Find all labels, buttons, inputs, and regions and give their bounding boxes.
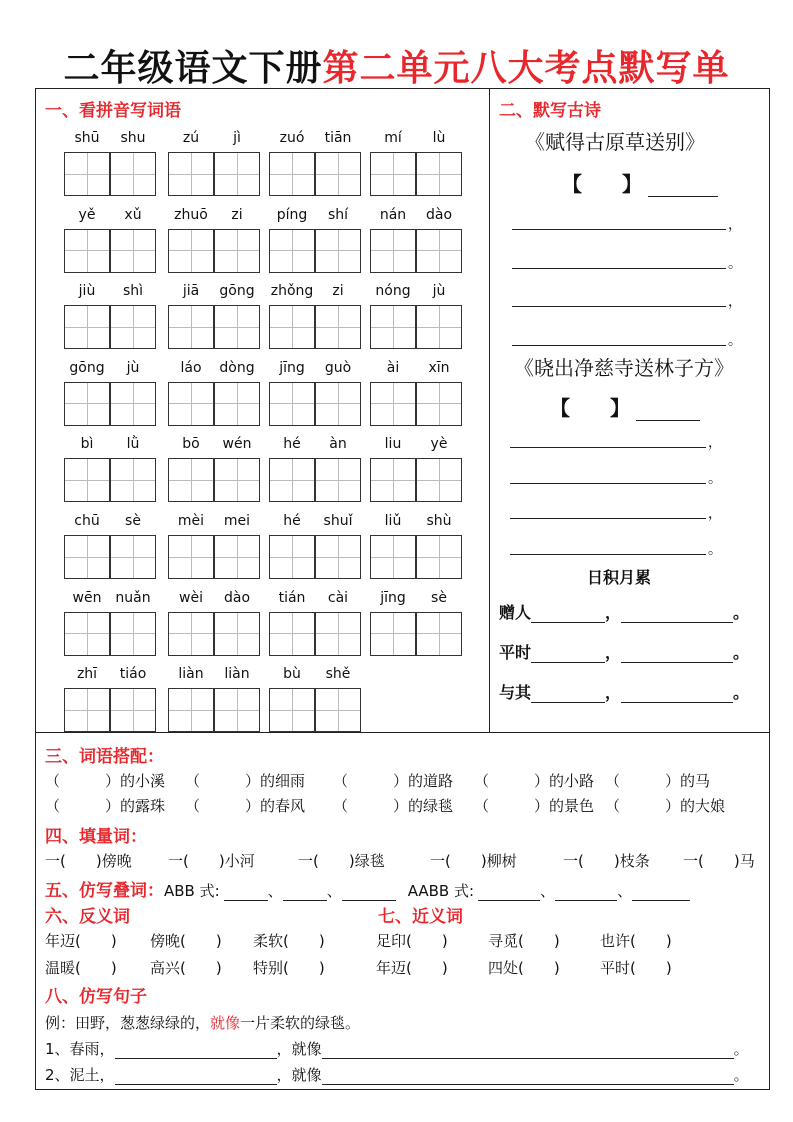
aabb-blank-3[interactable]	[632, 887, 690, 901]
character-box[interactable]	[214, 458, 260, 502]
word-group	[269, 513, 361, 585]
line-end: 。	[733, 1040, 749, 1058]
rj-line	[499, 600, 749, 623]
pinyin-label: zuó	[279, 130, 305, 146]
character-box[interactable]	[110, 688, 156, 732]
collocation-item[interactable]: （ ）的露珠	[45, 797, 166, 815]
pinyin-label: guò	[324, 359, 352, 376]
word-group	[64, 666, 156, 738]
character-box[interactable]	[315, 229, 361, 273]
sec8-heading: 八、仿写句子	[45, 987, 147, 1007]
word-group	[370, 590, 462, 662]
pinyin-label: xīn	[428, 359, 450, 376]
pinyin-label: píng	[276, 206, 308, 223]
poem1-line	[512, 326, 742, 349]
character-box[interactable]	[370, 612, 416, 656]
pinyin-label: jì	[233, 130, 241, 146]
word-group	[168, 513, 260, 585]
character-box[interactable]	[64, 229, 110, 273]
punctuation: 。	[728, 332, 742, 349]
character-box[interactable]	[315, 688, 361, 732]
word-group	[269, 207, 361, 279]
rj-start: 赠人	[499, 603, 532, 622]
line-mid: ，就像	[276, 1040, 322, 1058]
pinyin-label: mí	[384, 130, 402, 146]
sec5-heading: 五、仿写叠词：	[45, 881, 164, 901]
character-box[interactable]	[168, 535, 214, 579]
line-mid: ，就像	[276, 1066, 322, 1084]
sec4-heading: 四、填量词：	[45, 827, 147, 847]
character-box[interactable]	[214, 688, 260, 732]
poem1-line	[512, 249, 742, 272]
word-group	[370, 283, 462, 355]
sep: 、	[267, 882, 283, 900]
pinyin-label: jīng	[380, 589, 406, 606]
character-box[interactable]	[64, 305, 110, 349]
measure-word-item[interactable]: 一( )小河	[168, 852, 255, 870]
pinyin-label: láo	[180, 359, 202, 376]
punctuation: 。	[728, 255, 742, 272]
character-box[interactable]	[64, 152, 110, 196]
poem1-author: 【 】	[562, 168, 718, 197]
word-group	[64, 590, 156, 662]
character-box[interactable]	[214, 152, 260, 196]
abb-label: ABB 式:	[164, 882, 220, 900]
rj-blank-2[interactable]	[621, 647, 733, 663]
pinyin-label: yè	[430, 436, 448, 453]
character-box[interactable]	[315, 382, 361, 426]
pinyin-label: mei	[223, 513, 251, 529]
measure-word-item[interactable]: 一( )柳树	[430, 852, 517, 870]
poem1-author-line[interactable]	[648, 179, 718, 197]
collocation-item[interactable]: （ ）的大娘	[605, 797, 726, 815]
pinyin-label: jīng	[279, 359, 305, 376]
pinyin-label: liàn	[224, 666, 250, 683]
sec5-row	[45, 876, 690, 901]
aabb-blank-1[interactable]	[478, 887, 540, 901]
pinyin-label: gōng	[69, 359, 105, 376]
pinyin-label: zhuō	[174, 206, 208, 223]
character-box[interactable]	[315, 152, 361, 196]
synonym-item[interactable]: 年迈( )	[376, 959, 448, 977]
character-box[interactable]	[64, 458, 110, 502]
pinyin-label: shì	[122, 283, 144, 300]
pinyin-label: sè	[431, 589, 447, 606]
word-group	[168, 283, 260, 355]
synonym-item[interactable]: 也许( )	[600, 932, 672, 950]
poem2-line	[510, 535, 722, 558]
word-group	[370, 513, 462, 585]
character-box[interactable]	[416, 152, 462, 196]
sep: 、	[617, 882, 633, 900]
pinyin-label: shě	[325, 666, 351, 683]
sentence-blank-2[interactable]	[322, 1071, 734, 1085]
character-box[interactable]	[370, 305, 416, 349]
poem1-title: 《赋得古原草送别》	[525, 130, 705, 154]
word-group	[269, 590, 361, 662]
word-group	[168, 590, 260, 662]
imitation-line	[45, 1064, 749, 1085]
pinyin-label: àn	[329, 436, 347, 453]
pinyin-label: tiān	[324, 130, 352, 146]
character-box[interactable]	[64, 382, 110, 426]
character-box[interactable]	[416, 229, 462, 273]
rj-start: 平时	[499, 643, 532, 662]
write-line[interactable]	[512, 268, 726, 269]
word-group	[64, 130, 156, 202]
rj-blank-2[interactable]	[621, 607, 733, 623]
character-box[interactable]	[168, 688, 214, 732]
pinyin-label: mèi	[177, 513, 205, 529]
character-box[interactable]	[110, 382, 156, 426]
pinyin-label: dào	[425, 206, 453, 223]
pinyin-label: wēn	[72, 589, 102, 606]
character-box[interactable]	[110, 458, 156, 502]
character-box[interactable]	[110, 305, 156, 349]
word-group	[370, 360, 462, 432]
pinyin-label: jù	[432, 283, 446, 300]
pinyin-label: wèi	[179, 589, 203, 606]
character-box[interactable]	[269, 612, 315, 656]
aabb-blank-2[interactable]	[555, 887, 617, 901]
character-box[interactable]	[64, 688, 110, 732]
character-box[interactable]	[214, 229, 260, 273]
pinyin-label: shū	[74, 130, 100, 146]
punctuation: ，	[708, 506, 722, 522]
column-divider	[489, 88, 490, 733]
pinyin-label: wén	[222, 436, 252, 453]
character-box[interactable]	[168, 458, 214, 502]
sec2-heading: 二、默写古诗	[499, 101, 601, 121]
poem2-line	[510, 499, 722, 522]
rj-mid: ，	[605, 683, 622, 702]
aabb-label: AABB 式:	[407, 882, 475, 900]
word-group	[168, 130, 260, 202]
character-box[interactable]	[315, 305, 361, 349]
word-group	[168, 207, 260, 279]
pinyin-label: bù	[283, 666, 301, 683]
word-group	[64, 360, 156, 432]
measure-word-item[interactable]: 一( )绿毯	[298, 852, 385, 870]
pinyin-label: jiù	[78, 283, 96, 300]
pinyin-label: lù	[432, 130, 446, 146]
poem1-line	[512, 287, 742, 310]
rj-line	[499, 640, 749, 663]
measure-word-item[interactable]: 一( )傍晚	[45, 852, 132, 870]
character-box[interactable]	[416, 458, 462, 502]
rj-blank-1[interactable]	[531, 607, 605, 623]
rj-end: 。	[733, 643, 750, 662]
pinyin-label: chū	[74, 513, 100, 529]
antonym-item[interactable]: 温暖( )	[45, 959, 117, 977]
pinyin-label: hé	[283, 513, 301, 529]
character-box[interactable]	[370, 229, 416, 273]
character-box[interactable]	[64, 535, 110, 579]
pinyin-label: xǔ	[124, 206, 142, 223]
character-box[interactable]	[214, 535, 260, 579]
character-box[interactable]	[315, 458, 361, 502]
punctuation: ，	[728, 217, 742, 233]
character-box[interactable]	[269, 688, 315, 732]
sentence-blank-1[interactable]	[115, 1045, 277, 1059]
poem1-line	[512, 210, 742, 233]
character-box[interactable]	[370, 458, 416, 502]
poem2-line	[510, 464, 722, 487]
pinyin-label: zú	[182, 130, 200, 146]
antonym-item[interactable]: 年迈( )	[45, 932, 117, 950]
pinyin-label: zi	[231, 206, 243, 223]
rj-line	[499, 680, 749, 703]
character-box[interactable]	[110, 229, 156, 273]
write-line[interactable]	[512, 345, 726, 346]
synonym-item[interactable]: 四处( )	[488, 959, 560, 977]
pinyin-label: tiáo	[119, 666, 147, 683]
poem2-author-line[interactable]	[636, 403, 700, 421]
pinyin-label: zhǒng	[270, 283, 314, 300]
pinyin-label: bì	[80, 436, 94, 453]
pinyin-label: gōng	[219, 283, 255, 300]
character-box[interactable]	[416, 535, 462, 579]
sentence-blank-1[interactable]	[115, 1071, 277, 1085]
word-group	[168, 436, 260, 508]
antonym-item[interactable]: 特别( )	[253, 959, 325, 977]
collocation-item[interactable]: （ ）的小路	[474, 772, 595, 790]
punctuation: 。	[708, 541, 722, 558]
character-box[interactable]	[416, 382, 462, 426]
pinyin-label: liu	[384, 436, 402, 453]
character-box[interactable]	[416, 305, 462, 349]
abb-blank-2[interactable]	[283, 887, 327, 901]
punctuation: 。	[708, 470, 722, 487]
character-box[interactable]	[214, 305, 260, 349]
character-box[interactable]	[64, 612, 110, 656]
character-box[interactable]	[110, 535, 156, 579]
character-box[interactable]	[168, 382, 214, 426]
pinyin-label: liàn	[178, 666, 204, 683]
collocation-item[interactable]: （ ）的道路	[333, 772, 454, 790]
write-line[interactable]	[512, 229, 726, 230]
character-box[interactable]	[315, 535, 361, 579]
character-box[interactable]	[269, 535, 315, 579]
character-box[interactable]	[168, 305, 214, 349]
abb-blank-3[interactable]	[342, 887, 396, 901]
pinyin-label: hé	[283, 436, 301, 453]
character-box[interactable]	[370, 152, 416, 196]
pinyin-label: nán	[379, 206, 407, 223]
word-group	[168, 666, 260, 738]
word-group	[370, 436, 462, 508]
pinyin-label: tián	[278, 589, 306, 606]
line-start: 1、春雨，	[45, 1040, 115, 1058]
write-line[interactable]	[510, 447, 706, 448]
sec6-heading: 六、反义词	[45, 907, 130, 927]
write-line[interactable]	[512, 306, 726, 307]
pinyin-label: dòng	[219, 359, 255, 376]
pinyin-label: shuǐ	[323, 513, 353, 529]
pinyin-label: sè	[125, 513, 141, 529]
page-title: 二年级语文下册第二单元八大考点默写单	[63, 48, 730, 89]
character-box[interactable]	[110, 612, 156, 656]
word-group	[370, 207, 462, 279]
character-box[interactable]	[416, 612, 462, 656]
character-box[interactable]	[269, 305, 315, 349]
character-box[interactable]	[315, 612, 361, 656]
character-box[interactable]	[168, 229, 214, 273]
sec8-example: 例：田野，葱葱绿绿的，就像一片柔软的绿毯。	[45, 1014, 361, 1032]
imitation-line	[45, 1038, 749, 1059]
word-group	[64, 283, 156, 355]
character-box[interactable]	[214, 612, 260, 656]
pinyin-label: nuǎn	[115, 589, 151, 606]
pinyin-label: jiā	[182, 283, 200, 300]
write-line[interactable]	[510, 554, 706, 555]
pinyin-label: jù	[126, 359, 140, 376]
pinyin-label: zi	[332, 283, 344, 300]
sec1-heading: 一、看拼音写词语	[45, 101, 181, 121]
rj-end: 。	[733, 603, 750, 622]
pinyin-label: shù	[426, 513, 452, 529]
character-box[interactable]	[269, 229, 315, 273]
rj-blank-1[interactable]	[531, 647, 605, 663]
poem2-line	[510, 428, 722, 451]
punctuation: ，	[708, 435, 722, 451]
pinyin-label: cài	[327, 589, 349, 606]
pinyin-label: dào	[223, 589, 251, 606]
collocation-item[interactable]: （ ）的马	[605, 772, 711, 790]
measure-word-item[interactable]: 一( )枝条	[563, 852, 650, 870]
word-group	[64, 207, 156, 279]
line-end: 。	[733, 1066, 749, 1084]
character-box[interactable]	[370, 382, 416, 426]
write-line[interactable]	[510, 518, 706, 519]
rj-mid: ，	[605, 603, 622, 622]
synonym-item[interactable]: 平时( )	[600, 959, 672, 977]
character-box[interactable]	[269, 458, 315, 502]
measure-word-item[interactable]: 一( )马	[683, 852, 755, 870]
line-start: 2、泥土，	[45, 1066, 115, 1084]
word-group	[64, 513, 156, 585]
word-group	[269, 436, 361, 508]
synonym-item[interactable]: 足印( )	[376, 932, 448, 950]
pinyin-label: bō	[182, 436, 200, 453]
pinyin-label: nóng	[375, 283, 411, 300]
abb-blank-1[interactable]	[224, 887, 268, 901]
pinyin-label: yě	[78, 206, 96, 223]
sep: 、	[326, 882, 342, 900]
sep: 、	[540, 882, 556, 900]
word-group	[168, 360, 260, 432]
collocation-item[interactable]: （ ）的小溪	[45, 772, 166, 790]
sec3-heading: 三、词语搭配：	[45, 747, 164, 767]
collocation-item[interactable]: （ ）的春风	[185, 797, 306, 815]
rj-mid: ，	[605, 643, 622, 662]
collocation-item[interactable]: （ ）的绿毯	[333, 797, 454, 815]
word-group	[269, 130, 361, 202]
collocation-item[interactable]: （ ）的细雨	[185, 772, 306, 790]
write-line[interactable]	[510, 483, 706, 484]
antonym-item[interactable]: 高兴( )	[150, 959, 222, 977]
punctuation: ，	[728, 294, 742, 310]
word-group	[269, 666, 361, 738]
antonym-item[interactable]: 柔软( )	[253, 932, 325, 950]
sentence-blank-2[interactable]	[322, 1045, 734, 1059]
pinyin-label: ài	[386, 359, 400, 376]
pinyin-label: shí	[327, 206, 349, 223]
sec7-heading: 七、近义词	[378, 907, 463, 927]
word-group	[269, 360, 361, 432]
pinyin-label: zhī	[76, 666, 98, 683]
character-box[interactable]	[110, 152, 156, 196]
antonym-item[interactable]: 傍晚( )	[150, 932, 222, 950]
character-box[interactable]	[168, 152, 214, 196]
character-box[interactable]	[370, 535, 416, 579]
poem2-title: 《晓出净慈寺送林子方》	[514, 356, 734, 380]
collocation-item[interactable]: （ ）的景色	[474, 797, 595, 815]
rj-end: 。	[733, 683, 750, 702]
rj-blank-1[interactable]	[531, 687, 605, 703]
character-box[interactable]	[214, 382, 260, 426]
word-group	[269, 283, 361, 355]
pinyin-label: lǜ	[126, 436, 140, 453]
character-box[interactable]	[168, 612, 214, 656]
word-group	[64, 436, 156, 508]
synonym-item[interactable]: 寻觅( )	[488, 932, 560, 950]
character-box[interactable]	[269, 382, 315, 426]
pinyin-label: shu	[120, 130, 146, 146]
character-box[interactable]	[269, 152, 315, 196]
rj-blank-2[interactable]	[621, 687, 733, 703]
poem2-author: 【 】	[550, 392, 700, 421]
rj-start: 与其	[499, 683, 532, 702]
pinyin-label: liǔ	[384, 513, 402, 529]
rijiyuelei-title: 日积月累	[587, 568, 652, 587]
word-group	[370, 130, 462, 202]
